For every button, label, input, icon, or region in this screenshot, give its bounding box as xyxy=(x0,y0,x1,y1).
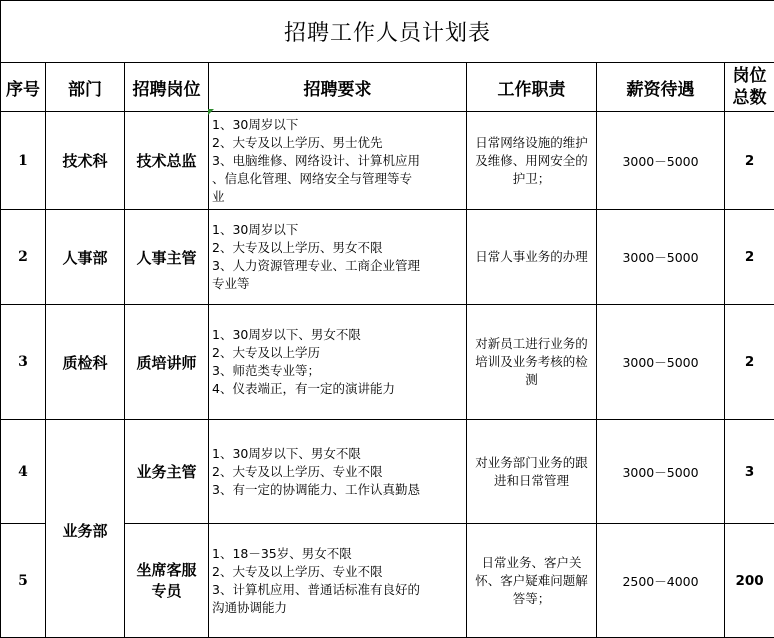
cell-requirements[interactable] xyxy=(209,420,467,524)
requirement-line: 1、30周岁以下、男女不限 xyxy=(212,326,466,344)
cell-requirements[interactable] xyxy=(209,524,467,638)
table-row xyxy=(1,112,774,210)
header-count[interactable] xyxy=(725,63,774,112)
requirement-line: 1、30周岁以下 xyxy=(212,221,466,239)
requirement-line: 2、大专及以上学历、男士优先 xyxy=(212,134,466,152)
requirement-line: 3、电脑维修、网络设计、计算机应用 xyxy=(212,152,466,170)
cell-seq[interactable]: 3 xyxy=(1,305,46,420)
cell-position[interactable]: 质培讲师 xyxy=(125,305,209,420)
cell-duties[interactable]: 日常业务、客户关怀、客户疑难问题解答等； xyxy=(467,524,597,638)
requirement-line: 4、仪表端正，有一定的演讲能力 xyxy=(212,380,466,398)
header-count-line2: 总数 xyxy=(725,87,774,109)
requirement-line: 1、30周岁以下 xyxy=(212,116,466,134)
requirement-line: 1、30周岁以下、男女不限 xyxy=(212,445,466,463)
cell-dept[interactable]: 人事部 xyxy=(46,210,125,305)
cell-position[interactable]: 技术总监 xyxy=(125,112,209,210)
cell-salary[interactable]: 3000－5000 xyxy=(597,420,725,524)
requirement-line: 2、大专及以上学历、专业不限 xyxy=(212,563,466,581)
cell-seq[interactable]: 4 xyxy=(1,420,46,524)
table-title[interactable]: 招聘工作人员计划表 xyxy=(1,1,774,63)
cell-dept[interactable]: 技术科 xyxy=(46,112,125,210)
cell-position[interactable]: 人事主管 xyxy=(125,210,209,305)
requirement-line: 业 xyxy=(212,188,466,206)
requirement-line: 1、18－35岁、男女不限 xyxy=(212,545,466,563)
requirement-line: 2、大专及以上学历、专业不限 xyxy=(212,463,466,481)
header-count-line1: 岗位 xyxy=(725,65,774,87)
cell-count[interactable]: 200 xyxy=(725,524,774,638)
cell-duties[interactable]: 日常网络设施的维护及维修、用网安全的护卫； xyxy=(467,112,597,210)
cell-position[interactable]: 业务主管 xyxy=(125,420,209,524)
requirement-line: 3、计算机应用、普通话标准有良好的 xyxy=(212,581,466,599)
requirement-line: 2、大专及以上学历、男女不限 xyxy=(212,239,466,257)
table-row xyxy=(1,210,774,305)
cell-comment-marker-icon xyxy=(208,109,214,115)
header-seq[interactable]: 序号 xyxy=(1,63,46,112)
requirement-line: 、信息化管理、网络安全与管理等专 xyxy=(212,170,466,188)
cell-count[interactable]: 2 xyxy=(725,305,774,420)
cell-duties[interactable]: 对业务部门业务的跟进和日常管理 xyxy=(467,420,597,524)
header-dept[interactable]: 部门 xyxy=(46,63,125,112)
cell-duties[interactable]: 对新员工进行业务的培训及业务考核的检测 xyxy=(467,305,597,420)
requirement-line: 沟通协调能力 xyxy=(212,599,466,617)
cell-salary[interactable]: 3000－5000 xyxy=(597,305,725,420)
cell-requirements[interactable] xyxy=(209,112,467,210)
header-position[interactable]: 招聘岗位 xyxy=(125,63,209,112)
header-row xyxy=(1,63,774,112)
cell-salary[interactable]: 3000－5000 xyxy=(597,210,725,305)
header-requirements[interactable]: 招聘要求 xyxy=(209,63,467,112)
cell-count[interactable]: 3 xyxy=(725,420,774,524)
cell-seq[interactable]: 1 xyxy=(1,112,46,210)
cell-count[interactable]: 2 xyxy=(725,210,774,305)
requirement-line: 3、有一定的协调能力、工作认真勤恳 xyxy=(212,481,466,499)
requirement-line: 3、师范类专业等； xyxy=(212,362,466,380)
requirement-line: 2、大专及以上学历 xyxy=(212,344,466,362)
position-line: 专员 xyxy=(125,581,208,602)
cell-count[interactable]: 2 xyxy=(725,112,774,210)
table-row xyxy=(1,305,774,420)
cell-requirements[interactable] xyxy=(209,305,467,420)
cell-seq[interactable]: 2 xyxy=(1,210,46,305)
table-row xyxy=(1,420,774,524)
cell-dept-merged[interactable]: 业务部 xyxy=(46,420,125,638)
position-line: 坐席客服 xyxy=(125,560,208,581)
cell-position[interactable] xyxy=(125,524,209,638)
cell-salary[interactable]: 3000－5000 xyxy=(597,112,725,210)
requirement-line: 专业等 xyxy=(212,275,466,293)
cell-requirements[interactable] xyxy=(209,210,467,305)
cell-duties[interactable]: 日常人事业务的办理 xyxy=(467,210,597,305)
cell-seq[interactable]: 5 xyxy=(1,524,46,638)
cell-salary[interactable]: 2500－4000 xyxy=(597,524,725,638)
cell-dept[interactable]: 质检科 xyxy=(46,305,125,420)
header-duties[interactable]: 工作职责 xyxy=(467,63,597,112)
requirement-line: 3、人力资源管理专业、工商企业管理 xyxy=(212,257,466,275)
header-salary[interactable]: 薪资待遇 xyxy=(597,63,725,112)
